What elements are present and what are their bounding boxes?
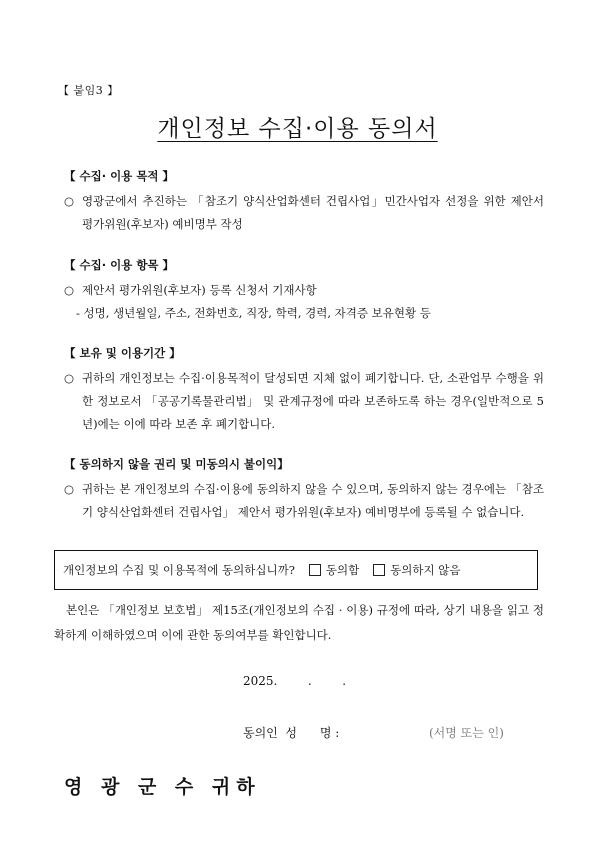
- circle-bullet: ○: [64, 283, 75, 297]
- list-item: [64, 367, 544, 436]
- document-title: 개인정보 수집·이용 동의서: [157, 116, 438, 142]
- item-text: 영광군에서 추진하는 「참조기 양식산업화센터 건립사업」민간사업자 선정을 위한 제안서 평가위원(후보자) 예비명부 작성: [82, 194, 544, 231]
- list-item: [64, 279, 544, 302]
- section-heading: 【 동의하지 않을 권리 및 미동의시 불이익】: [64, 457, 289, 471]
- list-item: [64, 478, 544, 524]
- agree-label: 동의함: [325, 563, 360, 577]
- list-item: [64, 190, 544, 236]
- section-heading: 【 보유 및 이용기간 】: [64, 346, 181, 360]
- item-text: 귀하는 본 개인정보의 수집·이용에 동의하지 않을 수 있으며, 동의하지 않는 경우에는 「참조기 양식산업화센터 건립사업」 제안서 평가위원(후보자) 예비명부에 등록될 수 없습니다.: [82, 482, 544, 519]
- consent-statement: 본인은 「개인정보 보호법」 제15조(개인정보의 수집 · 이용) 규정에 따라, 상기 내용을 읽고 정확하게 이해하였으며 이에 관한 동의여부를 확인합니다.: [54, 603, 544, 642]
- section-items: [64, 257, 544, 325]
- section-heading: 【 수집· 이용 목적 】: [64, 169, 175, 183]
- signature-line: [243, 724, 504, 741]
- signature-hint[interactable]: (서명 또는 인): [429, 726, 504, 740]
- recipient: 영 광 군 수 귀하: [64, 776, 261, 798]
- circle-bullet: ○: [64, 482, 75, 496]
- consent-box: [54, 550, 538, 590]
- circle-bullet: ○: [64, 194, 75, 208]
- date-field[interactable]: 2025. . .: [243, 674, 347, 688]
- checkbox-icon: [309, 564, 321, 576]
- consent-question: 개인정보의 수집 및 이용목적에 동의하십니까?: [63, 563, 295, 577]
- item-text: 제안서 평가위원(후보자) 등록 신청서 기재사항: [82, 283, 317, 297]
- attachment-label: 【 붙임3 】: [58, 84, 119, 97]
- section-right-to-refuse: [64, 456, 544, 524]
- section-heading: 【 수집· 이용 항목 】: [64, 258, 175, 272]
- disagree-checkbox[interactable]: [373, 562, 460, 578]
- section-retention: [64, 345, 544, 436]
- circle-bullet: ○: [64, 371, 75, 385]
- signature-label: 동의인 성 명 :: [243, 726, 340, 740]
- section-purpose: [64, 168, 544, 236]
- item-text: 귀하의 개인정보는 수집·이용목적이 달성되면 지체 없이 폐기합니다. 단, 소관업무 수행을 위한 정보로서 「공공기록물관리법」 및 관계규정에 따라 보존하도록 하는 경우(일반적으로 5년)에는 이에 따라 보존 후 폐기합니다.: [82, 371, 544, 431]
- sub-item-text: - 성명, 생년월일, 주소, 전화번호, 직장, 학력, 경력, 자격증 보유현황 등: [76, 306, 431, 320]
- disagree-label: 동의하지 않음: [390, 563, 461, 577]
- agree-checkbox[interactable]: [309, 562, 359, 578]
- checkbox-icon: [373, 564, 385, 576]
